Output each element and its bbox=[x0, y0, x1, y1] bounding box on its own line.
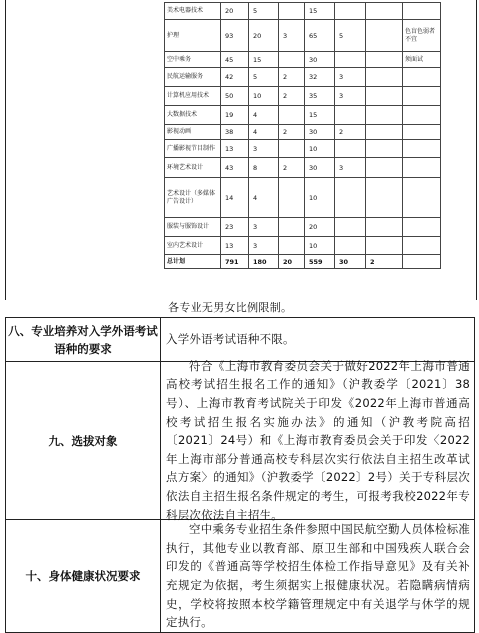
quota-cell: 5 bbox=[249, 3, 279, 20]
quota-cell bbox=[279, 178, 305, 218]
quota-cell: 19 bbox=[221, 106, 249, 125]
quota-cell: 3 bbox=[335, 68, 366, 87]
quota-cell: 30 bbox=[305, 125, 335, 140]
quota-cell: 35 bbox=[305, 87, 335, 106]
quota-cell: 42 bbox=[221, 68, 249, 87]
table-row bbox=[165, 158, 441, 178]
quota-cell: 15 bbox=[305, 106, 335, 125]
quota-cell bbox=[366, 20, 403, 52]
quota-cell: 3 bbox=[249, 237, 279, 255]
quota-cell: 3 bbox=[335, 158, 366, 178]
quota-cell: 32 bbox=[305, 68, 335, 87]
major-name-cell: 大数据技术 bbox=[165, 106, 221, 125]
major-name-cell: 民航运输服务 bbox=[165, 68, 221, 87]
section-8-label: 八、专业培养对入学外语考试语种的要求 bbox=[6, 318, 161, 361]
quota-cell bbox=[279, 3, 305, 20]
section-10-text: 空中乘务专业招生条件参照中国民航空勤人员体检标准执行，其他专业以教育部、原卫生部和中国残疾人联合会印发的《普通高等学校招生体检工作指导意见》及有关补充规定为依据，考生须据实上报健康状况。若隐瞒病情病史，学校将按照本校学籍管理规定中有关退学与休学的规定执行。 bbox=[166, 522, 470, 630]
major-name-cell: 服装与服饰设计 bbox=[165, 218, 221, 237]
quota-cell: 8 bbox=[249, 158, 279, 178]
quota-cell bbox=[279, 140, 305, 158]
table-row bbox=[165, 106, 441, 125]
section-9-text: 符合《上海市教育委员会关于做好2022年上海市普通高校考试招生报名工作的通知》（沪教委学〔2021〕38号）、上海市教育考试院关于印发《2022年上海市普通高校考试招生报名实施办法》的通知（沪教考院高招〔2021〕24号）和《上海市教育委员会关于印发〈2022年上海市部分普通高校专科层次实行依法自主招生改革试点方案〉的通知》（沪教委学〔2022〕2号）关于专科层次依法自主招生报名条件规定的考生，可报考我校2022年专科层次依法自主招生。 bbox=[166, 358, 470, 522]
section-10-label: 十、身体健康状况要求 bbox=[6, 520, 161, 632]
table-row bbox=[165, 218, 441, 237]
quota-cell: 2 bbox=[279, 158, 305, 178]
table-row bbox=[165, 140, 441, 158]
quota-cell bbox=[335, 218, 366, 237]
quota-cell: 2 bbox=[279, 87, 305, 106]
remark-cell bbox=[403, 3, 441, 20]
major-name-cell: 广播影视节目制作 bbox=[165, 140, 221, 158]
quota-cell bbox=[335, 237, 366, 255]
section-10-row bbox=[5, 520, 475, 633]
quota-cell bbox=[366, 3, 403, 20]
quota-cell: 14 bbox=[221, 178, 249, 218]
major-name-cell: 计算机应用技术 bbox=[165, 87, 221, 106]
table-row bbox=[165, 20, 441, 52]
quota-cell: 3 bbox=[279, 20, 305, 52]
quota-cell: 45 bbox=[221, 52, 249, 68]
quota-cell: 4 bbox=[249, 106, 279, 125]
quota-cell: 93 bbox=[221, 20, 249, 52]
major-name-cell: 影视动画 bbox=[165, 125, 221, 140]
quota-cell: 20 bbox=[249, 20, 279, 52]
quota-cell bbox=[366, 87, 403, 106]
remark-cell bbox=[403, 87, 441, 106]
quota-cell: 5 bbox=[335, 20, 366, 52]
quota-cell: 38 bbox=[221, 125, 249, 140]
quota-cell: 559 bbox=[305, 255, 335, 269]
major-name-cell: 艺术设计（多媒体广告设计） bbox=[165, 178, 221, 218]
quota-cell: 30 bbox=[335, 255, 366, 269]
quota-cell bbox=[366, 218, 403, 237]
quota-cell bbox=[366, 125, 403, 140]
quota-cell: 15 bbox=[305, 3, 335, 20]
quota-table-body bbox=[165, 3, 441, 269]
quota-cell bbox=[335, 3, 366, 20]
major-name-cell: 护理 bbox=[165, 20, 221, 52]
quota-cell bbox=[279, 218, 305, 237]
quota-cell: 13 bbox=[221, 237, 249, 255]
major-name-cell: 总计划 bbox=[165, 255, 221, 269]
table-row bbox=[165, 125, 441, 140]
table-row bbox=[165, 68, 441, 87]
quota-cell bbox=[335, 106, 366, 125]
quota-cell: 20 bbox=[279, 255, 305, 269]
remark-cell bbox=[403, 125, 441, 140]
quota-cell: 30 bbox=[305, 158, 335, 178]
quota-cell bbox=[366, 68, 403, 87]
major-name-cell: 环境艺术设计 bbox=[165, 158, 221, 178]
table-row bbox=[165, 52, 441, 68]
section-9-row bbox=[5, 358, 475, 522]
quota-cell: 2 bbox=[279, 125, 305, 140]
table-row bbox=[165, 3, 441, 20]
quota-cell: 3 bbox=[335, 87, 366, 106]
quota-cell bbox=[366, 52, 403, 68]
section-9-content bbox=[166, 358, 470, 522]
quota-cell: 3 bbox=[249, 140, 279, 158]
major-name-cell: 室内艺术设计 bbox=[165, 237, 221, 255]
quota-cell bbox=[366, 106, 403, 125]
quota-cell: 10 bbox=[305, 178, 335, 218]
quota-section bbox=[5, 0, 477, 314]
quota-cell: 65 bbox=[305, 20, 335, 52]
section-9-label: 九、选拔对象 bbox=[6, 362, 161, 519]
quota-cell: 13 bbox=[221, 140, 249, 158]
table-row bbox=[165, 178, 441, 218]
quota-cell: 23 bbox=[221, 218, 249, 237]
quota-table bbox=[164, 2, 441, 269]
remark-cell bbox=[403, 106, 441, 125]
remark-cell: 色盲色弱者不宜 bbox=[403, 20, 441, 52]
quota-cell bbox=[366, 158, 403, 178]
quota-cell bbox=[366, 140, 403, 158]
quota-cell bbox=[279, 237, 305, 255]
remark-cell bbox=[403, 140, 441, 158]
quota-cell: 5 bbox=[249, 68, 279, 87]
quota-cell bbox=[335, 178, 366, 218]
quota-cell: 10 bbox=[305, 237, 335, 255]
quota-cell bbox=[279, 106, 305, 125]
quota-cell bbox=[335, 52, 366, 68]
section-10-content bbox=[166, 520, 470, 632]
quota-cell: 2 bbox=[335, 125, 366, 140]
quota-cell: 20 bbox=[221, 3, 249, 20]
quota-note: 各专业无男女比例限制。 bbox=[168, 301, 293, 314]
quota-cell: 791 bbox=[221, 255, 249, 269]
table-row bbox=[165, 87, 441, 106]
section-8-text: 入学外语考试语种不限。 bbox=[166, 332, 295, 347]
quota-cell bbox=[366, 178, 403, 218]
remark-cell bbox=[403, 255, 441, 269]
section-8-content bbox=[166, 318, 470, 361]
major-name-cell: 美术电器技术 bbox=[165, 3, 221, 20]
admissions-document-page bbox=[5, 0, 475, 633]
remark-cell bbox=[403, 218, 441, 237]
quota-cell: 4 bbox=[249, 178, 279, 218]
quota-cell: 15 bbox=[249, 52, 279, 68]
quota-cell: 50 bbox=[221, 87, 249, 106]
remark-cell bbox=[403, 237, 441, 255]
quota-cell: 4 bbox=[249, 125, 279, 140]
quota-cell: 20 bbox=[305, 218, 335, 237]
quota-cell: 3 bbox=[249, 218, 279, 237]
section-8-row bbox=[5, 317, 475, 362]
quota-cell: 2 bbox=[366, 255, 403, 269]
quota-cell bbox=[366, 237, 403, 255]
remark-cell bbox=[403, 158, 441, 178]
remark-cell: 须面试 bbox=[403, 52, 441, 68]
quota-cell: 10 bbox=[249, 87, 279, 106]
remark-cell bbox=[403, 68, 441, 87]
remark-cell bbox=[403, 178, 441, 218]
table-total-row bbox=[165, 255, 441, 269]
quota-cell bbox=[335, 140, 366, 158]
quota-cell: 2 bbox=[279, 68, 305, 87]
quota-cell bbox=[279, 52, 305, 68]
quota-cell: 180 bbox=[249, 255, 279, 269]
major-name-cell: 空中乘务 bbox=[165, 52, 221, 68]
quota-cell: 10 bbox=[305, 140, 335, 158]
quota-cell: 43 bbox=[221, 158, 249, 178]
table-row bbox=[165, 237, 441, 255]
quota-cell: 30 bbox=[305, 52, 335, 68]
